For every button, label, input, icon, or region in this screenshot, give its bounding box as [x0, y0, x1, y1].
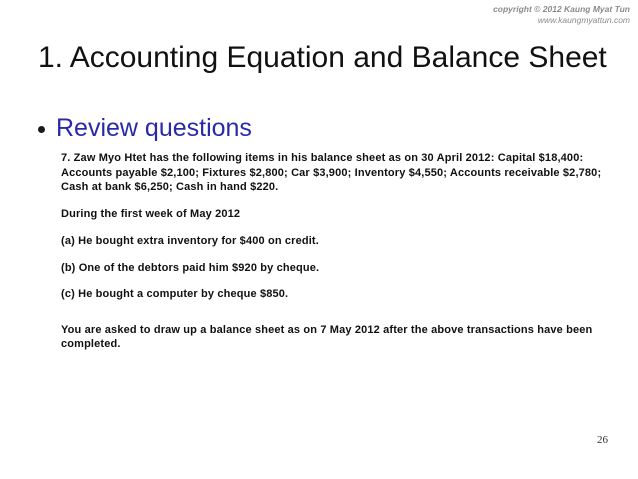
transaction-b: (b) One of the debtors paid him $920 by cheque. [61, 261, 320, 274]
bullet-dot-icon [38, 126, 45, 133]
bullet-item [38, 113, 252, 143]
slide-title: 1. Accounting Equation and Balance Sheet [38, 41, 607, 74]
period-intro: During the first week of May 2012 [61, 207, 241, 220]
question-text: 7. Zaw Myo Htet has the following items in his balance sheet as on 30 April 2012: Capital $18,400: Accounts payable $2,100; Fixtures $2,800; Car $3,900; Inventory $4,550; Accounts receivable $2,780; Cash at bank $6,250; Cash in hand $220. [61, 152, 602, 193]
transaction-a: (a) He bought extra inventory for $400 on credit. [61, 235, 319, 247]
transaction-c: (c) He bought a computer by cheque $850. [61, 288, 289, 300]
bullet-heading: Review questions [56, 114, 252, 142]
question-body [61, 151, 613, 352]
task-instruction: You are asked to draw up a balance sheet as on 7 May 2012 after the above transactions have been completed. [61, 323, 593, 350]
website-line: www.kaungmyattun.com [537, 15, 630, 25]
copyright-line: copyright © 2012 Kaung Myat Tun [493, 4, 630, 14]
copyright-notice [493, 4, 630, 26]
page-number: 26 [597, 434, 608, 446]
